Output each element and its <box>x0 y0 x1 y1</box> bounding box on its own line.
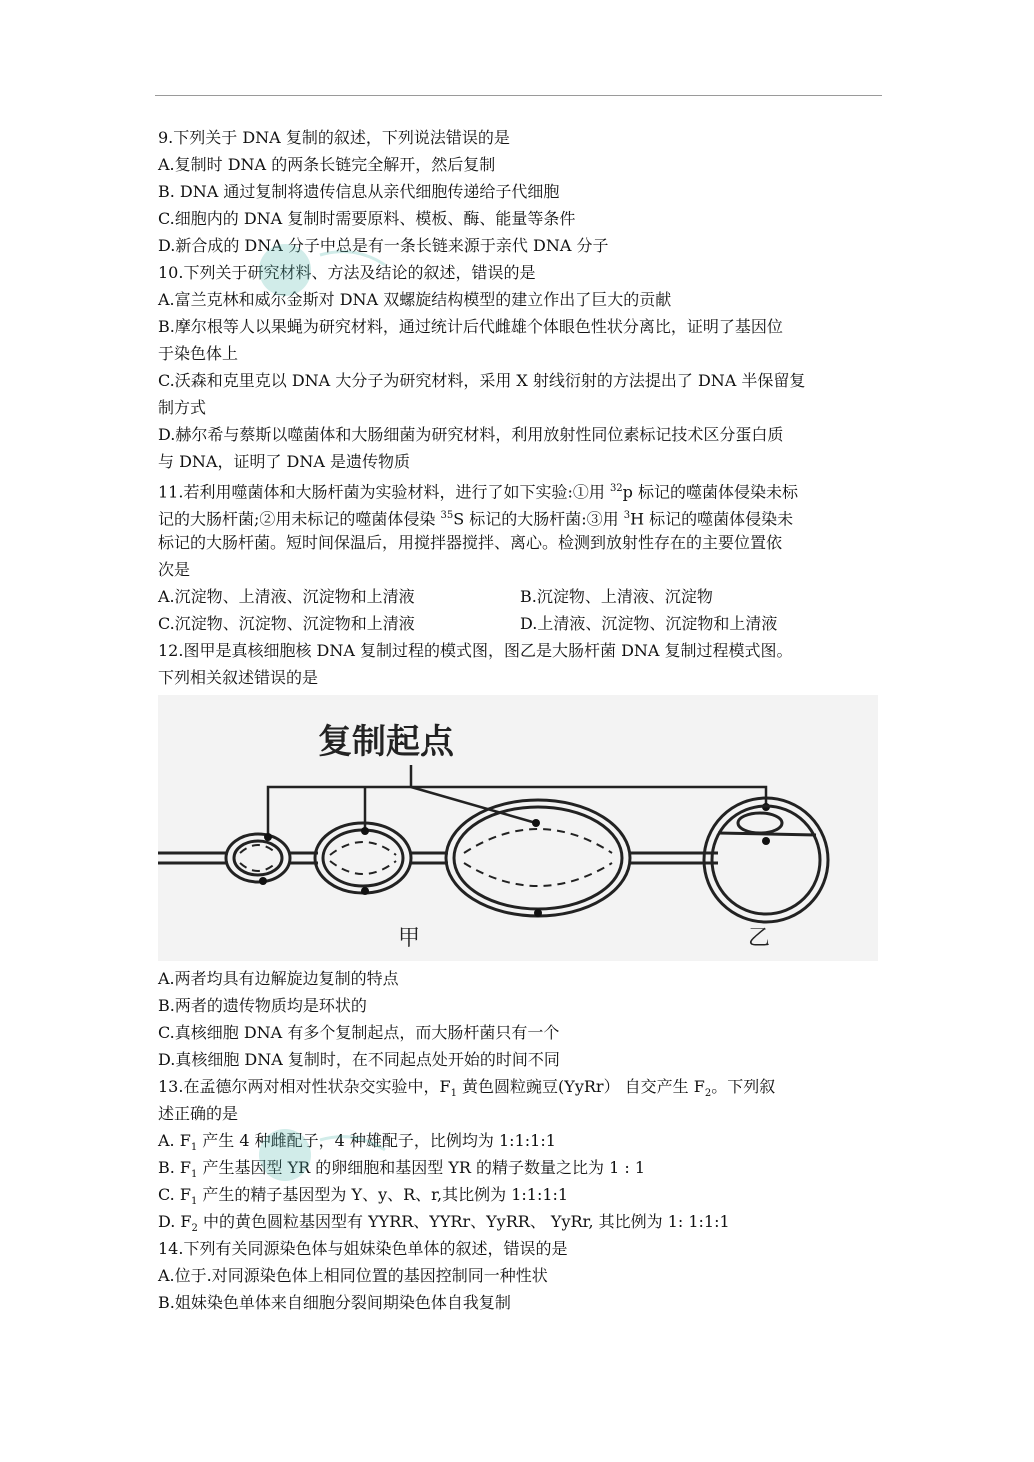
q13-stem-line2: 述正确的是 <box>158 1104 239 1123</box>
q13-option-c: C. $F_1$ 产生的精子基因型为 Y、y、R、r,其比例为 1:1:1:1 <box>158 1185 569 1208</box>
watermark-logo-icon <box>255 1120 395 1190</box>
q11-stem-line4: 次是 <box>158 560 191 579</box>
q13-option-a: A. $F_1$ 产生 4 种雌配子，4 种雄配子，比例均为 1:1:1:1 <box>158 1131 556 1154</box>
label-yi: 乙 <box>748 926 771 951</box>
q12-option-c: C.真核细胞 DNA 有多个复制起点，而大肠杆菌只有一个 <box>158 1023 560 1042</box>
question-12 <box>158 637 878 1073</box>
q9-option-a: A.复制时 DNA 的两条长链完全解开，然后复制 <box>158 155 496 174</box>
q13-option-b: B. $F_1$ 产生基因型 YR 的卵细胞和基因型 YR 的精子数量之比为 1 : 1 <box>158 1158 646 1181</box>
q10-stem: 10.下列关于研究材料、方法及结论的叙述，错误的是 <box>158 263 536 282</box>
q9-stem: 9.下列关于 DNA 复制的叙述，下列说法错误的是 <box>158 128 510 147</box>
q12-option-b: B.两者的遗传物质均是环状的 <box>158 996 367 1015</box>
dna-replication-figure <box>158 695 878 961</box>
q10-option-b-line1: B.摩尔根等人以果蝇为研究材料，通过统计后代雌雄个体眼色性状分离比，证明了基因位 <box>158 317 783 336</box>
q14-option-a: A.位于.对同源染色体上相同位置的基因控制同一种性状 <box>158 1266 548 1285</box>
q11-option-c: C.沉淀物、沉淀物、沉淀物和上清液 <box>158 614 415 633</box>
q13-stem-line1: 13.在孟德尔两对相对性状杂交实验中，$F_1$ 黄色圆粒豌豆(YyRr） 自交产生 $F_2$。下列叙 <box>158 1077 776 1100</box>
q11-options-cd <box>158 610 878 637</box>
q14-option-b: B.姐妹染色单体来自细胞分裂间期染色体自我复制 <box>158 1293 511 1312</box>
q10-option-c-line1: C.沃森和克里克以 DNA 大分子为研究材料，采用 X 射线衍射的方法提出了 DNA 半保留复 <box>158 371 806 390</box>
label-jia: 甲 <box>398 926 421 951</box>
q14-stem: 14.下列有关同源染色体与姐妹染色单体的叙述，错误的是 <box>158 1239 568 1258</box>
q12-option-a: A.两者均具有边解旋边复制的特点 <box>158 969 399 988</box>
q10-option-d-line2: 与 DNA，证明了 DNA 是遗传物质 <box>158 452 411 471</box>
q10-option-d-line1: D.赫尔希与蔡斯以噬菌体和大肠细菌为研究材料，利用放射性同位素标记技术区分蛋白质 <box>158 425 784 444</box>
q9-option-b: B. DNA 通过复制将遗传信息从亲代细胞传递给子代细胞 <box>158 182 560 201</box>
q12-option-d: D.真核细胞 DNA 复制时，在不同起点处开始的时间不同 <box>158 1050 560 1069</box>
q10-option-a: A.富兰克林和威尔金斯对 DNA 双螺旋结构模型的建立作出了巨大的贡献 <box>158 290 672 309</box>
q12-stem-line1: 12.图甲是真核细胞核 DNA 复制过程的模式图，图乙是大肠杆菌 DNA 复制过程模式图。 <box>158 641 793 660</box>
replication-origin-title: 复制起点 <box>318 722 454 762</box>
q13-option-d: D. $F_2$ 中的黄色圆粒基因型有 YYRR、YYRr、YyRR、 YyRr, 其比例为 1: 1:1:1 <box>158 1212 730 1235</box>
q10-option-b-line2: 于染色体上 <box>158 344 239 363</box>
q11-option-b: B.沉淀物、上清液、沉淀物 <box>520 587 713 606</box>
question-14 <box>158 1235 878 1316</box>
q11-stem-line1: 11.若利用噬菌体和大肠杆菌为实验材料，进行了如下实验:①用 $^{32}$p 标记的噬菌体侵染未标 <box>158 482 799 502</box>
watermark-logo-icon <box>255 235 395 305</box>
q11-option-a: A.沉淀物、上清液、沉淀物和上清液 <box>158 587 415 606</box>
question-11 <box>158 475 878 637</box>
q11-stem-line3: 标记的大肠杆菌。短时间保温后，用搅拌器搅拌、离心。检测到放射性存在的主要位置依 <box>158 533 783 552</box>
q10-option-c-line2: 制方式 <box>158 398 207 417</box>
q9-option-d: D.新合成的 DNA 分子中总是有一条长链来源于亲代 DNA 分子 <box>158 236 609 255</box>
q12-stem-line2: 下列相关叙述错误的是 <box>158 668 319 687</box>
q11-stem-line2: 记的大肠杆菌;②用未标记的噬菌体侵染 $^{35}$S 标记的大肠杆菌:③用 $^3$H 标记的噬菌体侵染未 <box>158 509 794 529</box>
q11-options-ab <box>158 583 878 610</box>
dna-replication-diagram <box>158 695 878 961</box>
header-rule <box>155 95 882 96</box>
q9-option-c: C.细胞内的 DNA 复制时需要原料、模板、酶、能量等条件 <box>158 209 576 228</box>
q11-option-d: D.上清液、沉淀物、沉淀物和上清液 <box>520 614 778 633</box>
